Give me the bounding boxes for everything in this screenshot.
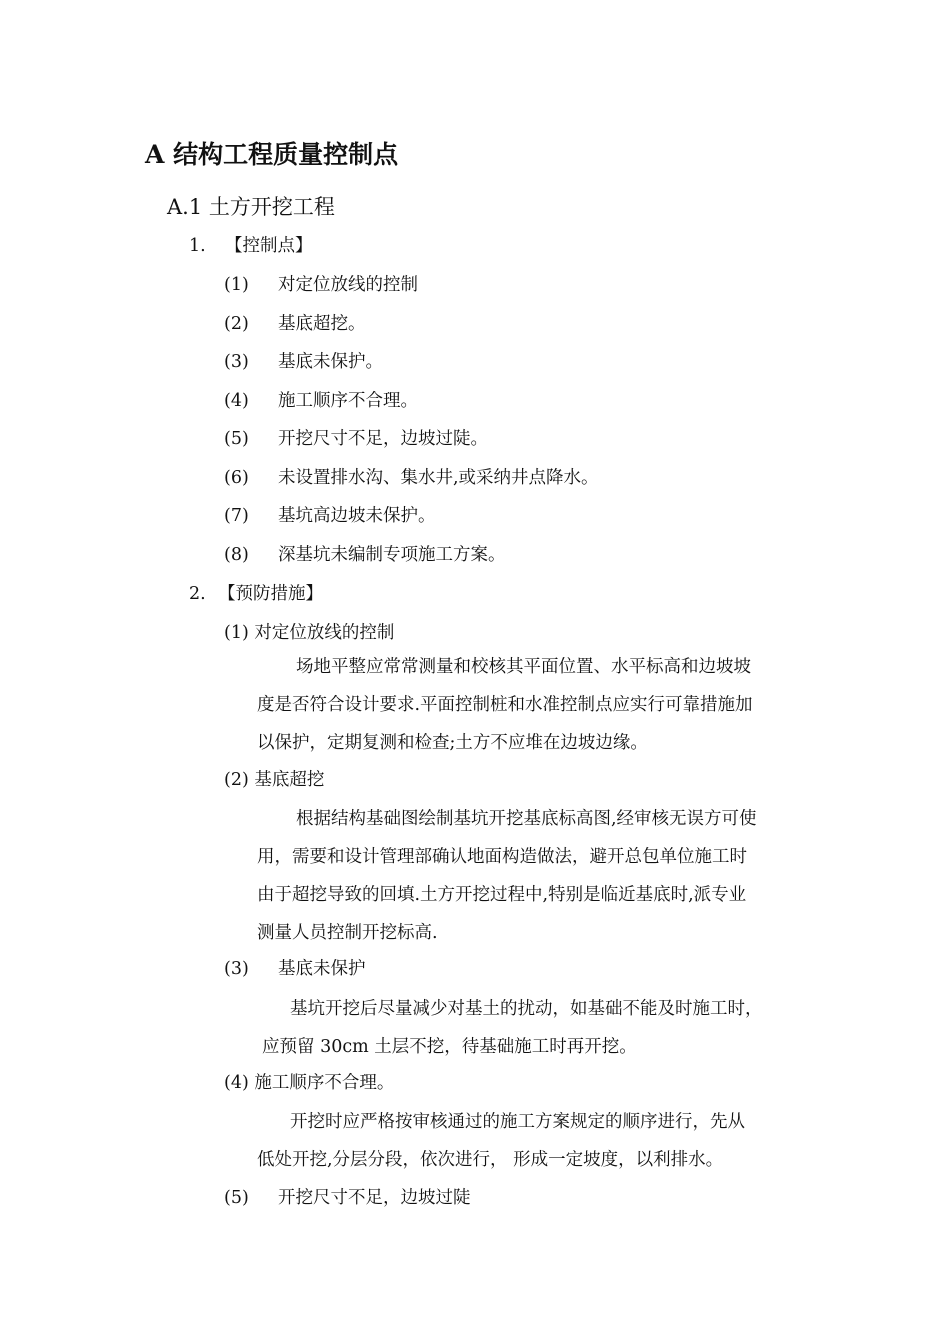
measure-paragraph: [0, 648, 950, 762]
control-item-number: (8): [224, 545, 249, 565]
control-item-number: (2): [224, 314, 249, 334]
control-item-text: 开挖尺寸不足，边坡过陡。: [278, 429, 488, 449]
measure-number: (3): [224, 959, 249, 979]
part2-number: 2.: [189, 584, 206, 604]
part1-heading: 【控制点】: [225, 236, 313, 256]
control-item-text: 深基坑未编制专项施工方案。: [278, 545, 506, 565]
control-item-text: 施工顺序不合理。: [278, 391, 418, 411]
measure-title: 基底未保护: [278, 959, 366, 979]
paragraph-line: 低处开挖,分层分段，依次进行， 形成一定坡度，以利排水。: [257, 1150, 724, 1170]
control-item-text: 基坑高边坡未保护。: [278, 506, 436, 526]
measure-title: (1) 对定位放线的控制: [224, 623, 395, 643]
control-item-number: (7): [224, 506, 249, 526]
paragraph-line: 应预留 30cm 土层不挖，待基础施工时再开挖。: [262, 1037, 637, 1057]
measure-paragraph: [0, 990, 950, 1066]
control-item-text: 基底未保护。: [278, 352, 383, 372]
paragraph-line: 根据结构基础图绘制基坑开挖基底标高图,经审核无误方可使: [296, 809, 757, 829]
paragraph-line: 测量人员控制开挖标高.: [257, 923, 438, 943]
measure-number: (5): [224, 1188, 249, 1208]
paragraph-line: 用，需要和设计管理部确认地面构造做法，避开总包单位施工时: [257, 847, 747, 867]
measure-paragraph: [0, 800, 950, 952]
control-item-number: (1): [224, 275, 249, 295]
part2-heading: 【预防措施】: [218, 584, 323, 604]
paragraph-line: 由于超挖导致的回填.土方开挖过程中,特别是临近基底时,派专业: [257, 885, 747, 905]
paragraph-line: 以保护，定期复测和检查;土方不应堆在边坡边缘。: [257, 733, 648, 753]
paragraph-line: 度是否符合设计要求.平面控制桩和水准控制点应实行可靠措施加: [257, 695, 753, 715]
part1-number: 1.: [189, 236, 206, 256]
measure-title: 开挖尺寸不足，边坡过陡: [278, 1188, 471, 1208]
document-title: A 结构工程质量控制点: [145, 140, 399, 169]
paragraph-line: 场地平整应常常测量和校核其平面位置、水平标高和边坡坡: [296, 657, 751, 677]
paragraph-line: 基坑开挖后尽量减少对基土的扰动，如基础不能及时施工时，: [290, 999, 763, 1019]
measure-title: (2) 基底超挖: [224, 770, 325, 790]
measure-paragraph: [0, 1103, 950, 1179]
paragraph-line: 开挖时应严格按审核通过的施工方案规定的顺序进行，先从: [290, 1112, 745, 1132]
measure-title: (4) 施工顺序不合理。: [224, 1073, 395, 1093]
control-item-text: 基底超挖。: [278, 314, 366, 334]
control-item-number: (6): [224, 468, 249, 488]
control-item-text: 对定位放线的控制: [278, 275, 418, 295]
section-heading: A.1 土方开挖工程: [167, 195, 335, 219]
control-item-number: (4): [224, 391, 249, 411]
control-item-number: (3): [224, 352, 249, 372]
control-item-number: (5): [224, 429, 249, 449]
control-item-text: 未设置排水沟、集水井,或采纳井点降水。: [278, 468, 599, 488]
